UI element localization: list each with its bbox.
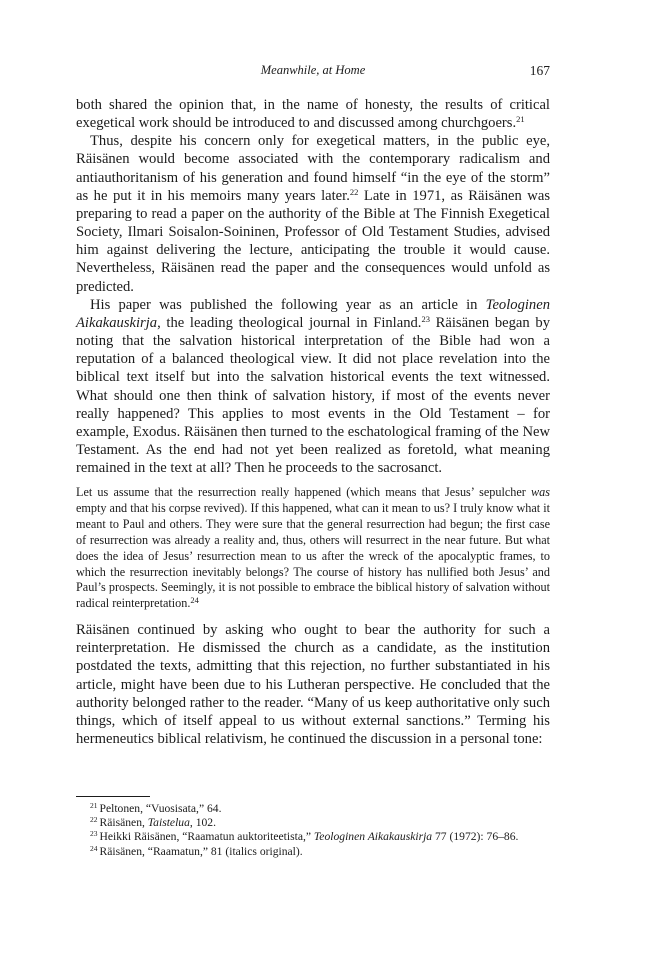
paragraph-1: both shared the opinion that, in the name of honesty, the results of critical exegetical work should be introduced to and discussed among churchgoers.$^{21}$: [76, 97, 550, 132]
paragraph-4: Räisänen continued by asking who ought to bear the authority for such a reinterpretation. He dismissed the church as a candidate, as the institution postdated the texts, admitting that this rejection, no further substantiated in his article, might have been due to his Lutheran perspective. He concluded that the authority belonged rather to the reader. “Many of us keep authoritative only such things, which of itself appeal to us without external sanctions.” Terming his hermeneutics biblical relativism, he continued the discussion in a personal tone:: [76, 622, 550, 747]
block-quote: Let us assume that the resurrection really happened (which means that Jesus’ sepulcher was empty and that his corpse revived). If this happened, what can it mean to us? I truly know what it meant to Paul and others. They were sure that the general resurrection had begun; the first case of resurrection was already a reality and, thus, others will resurrect in the near future. But what does the idea of Jesus’ resurrection mean to us after the wreck of the apocalyptic frames, to which the resurrection inevitably belongs? The course of history has nullified both Jesus’ and Paul’s prospects. Seemingly, it is not possible to embrace the biblical history of salvation without radical reinterpretation.$^{24}$: [76, 485, 550, 611]
running-title: Meanwhile, at Home: [260, 63, 366, 77]
page-number: 167: [529, 63, 550, 78]
footnote-ref-21[interactable]: 21: [516, 114, 525, 125]
running-head: [76, 63, 550, 81]
footnote-ref-24[interactable]: 24: [190, 595, 199, 606]
footnote-21: $^{21}$ Peltonen, “Vuosisata,” 64.: [90, 801, 222, 815]
footnote-22: $^{22}$ Räisänen, Taistelua, 102.: [90, 815, 216, 830]
footnote-ref-22[interactable]: 22: [349, 186, 359, 197]
footnote-24: $^{24}$ Räisänen, “Raamatun,” 81 (italics original).: [90, 843, 303, 858]
paragraph-2: Thus, despite his concern only for exegetical matters, in the public eye, Räisänen would become associated with the contemporary radicalism and antiauthoritanism of his generation and found himself “in the eye of the storm” as he put it in his memoirs many years later.$^{22}$ Late in 1971, as Räisänen was preparing to read a paper on the authority of the Bible at The Finnish Exegetical Society, Ilmari Soisalon-Soininen, Professor of Old Testament Studies, advised him against delivering the lecture, anticipating the trouble it would cause. Nevertheless, Räisänen read the paper and the consequences would unfold as predicted.: [76, 133, 550, 295]
footnote-23: $^{23}$ Heikki Räisänen, “Raamatun auktoriteetista,” Teologinen Aikakauskirja 77 (1972): 76–86.: [90, 829, 519, 844]
main-text: [76, 96, 550, 748]
footnote-ref-23[interactable]: 23: [421, 313, 430, 324]
paragraph-3: His paper was published the following year as an article in Teologinen Aikakauskirja, the leading theological journal in Finland.$^{23}$ Räisänen began by noting that the salvation historical interpretation of the Bible had won a reputation of a balanced theological view. It did not place revelation into the biblical text itself but into the salvation historical events the text witnessed. What should one then think of salvation history, if most of the events never really happened? This applies to most events in the Old Testament – for example, Exodus. Räisänen then turned to the eschatological framing of the New Testament. As the end had not yet been realized as foretold, what meaning remained in the text at all? Then he proceeds to the sacrosanct.: [76, 296, 550, 477]
footnote-rule: [76, 796, 150, 797]
quote-emphasis: was: [531, 485, 550, 500]
footnotes: [76, 796, 550, 859]
journal-title: Teologinen Aikakauskirja: [76, 296, 550, 331]
